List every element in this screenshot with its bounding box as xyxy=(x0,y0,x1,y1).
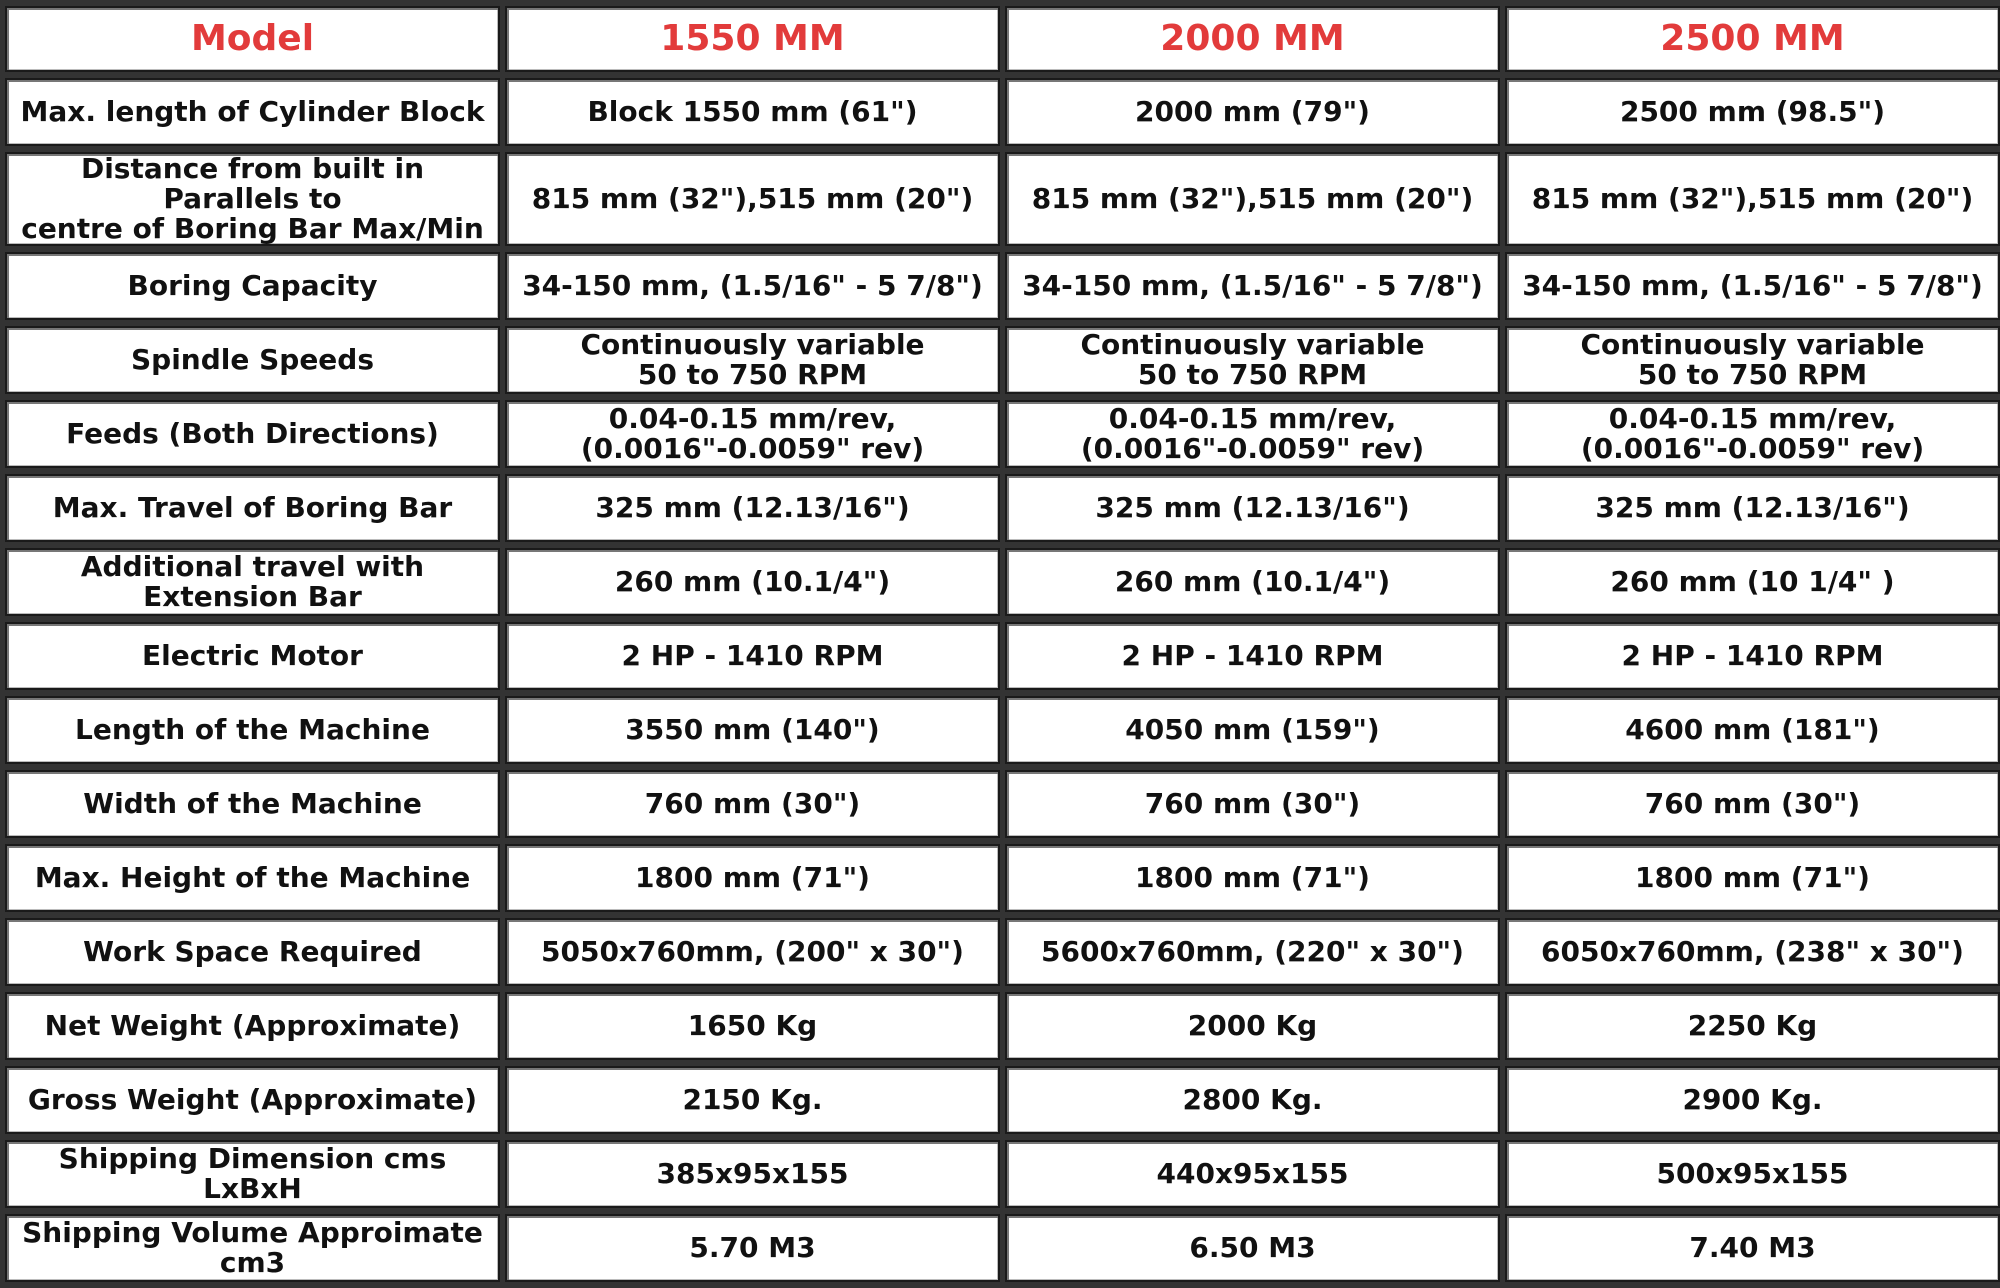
spec-label: Net Weight (Approximate) xyxy=(5,992,500,1060)
spec-label: Work Space Required xyxy=(5,918,500,986)
table-row xyxy=(5,252,2000,320)
header-1550mm: 1550 MM xyxy=(505,6,1000,72)
value-1550mm: 2 HP - 1410 RPM xyxy=(505,622,1000,690)
value-1550mm: 760 mm (30") xyxy=(505,770,1000,838)
header-2500mm: 2500 MM xyxy=(1505,6,2000,72)
table-row xyxy=(5,992,2000,1060)
value-2500mm: 4600 mm (181") xyxy=(1505,696,2000,764)
value-2000mm: 2000 Kg xyxy=(1005,992,1500,1060)
value-2500mm: 6050x760mm, (238" x 30") xyxy=(1505,918,2000,986)
value-1550mm: 5.70 M3 xyxy=(505,1214,1000,1282)
value-1550mm: 815 mm (32"),515 mm (20") xyxy=(505,152,1000,246)
spec-body xyxy=(5,78,2000,1282)
spec-label: Distance from built in Parallels to centre of Boring Bar Max/Min xyxy=(5,152,500,246)
table-row xyxy=(5,326,2000,394)
spec-label: Shipping Volume Approimate cm3 xyxy=(5,1214,500,1282)
value-2000mm: Continuously variable 50 to 750 RPM xyxy=(1005,326,1500,394)
value-1550mm: Continuously variable 50 to 750 RPM xyxy=(505,326,1000,394)
table-row xyxy=(5,1066,2000,1134)
table-row xyxy=(5,1214,2000,1282)
value-2500mm: 2500 mm (98.5") xyxy=(1505,78,2000,146)
table-row xyxy=(5,548,2000,616)
table-row xyxy=(5,844,2000,912)
spec-label: Length of the Machine xyxy=(5,696,500,764)
spec-label: Max. Height of the Machine xyxy=(5,844,500,912)
value-1550mm: 34-150 mm, (1.5/16" - 5 7/8") xyxy=(505,252,1000,320)
value-2000mm: 2 HP - 1410 RPM xyxy=(1005,622,1500,690)
table-row xyxy=(5,918,2000,986)
spec-label: Width of the Machine xyxy=(5,770,500,838)
value-2000mm: 0.04-0.15 mm/rev, (0.0016"-0.0059" rev) xyxy=(1005,400,1500,468)
value-2000mm: 760 mm (30") xyxy=(1005,770,1500,838)
value-2000mm: 1800 mm (71") xyxy=(1005,844,1500,912)
value-2500mm: 34-150 mm, (1.5/16" - 5 7/8") xyxy=(1505,252,2000,320)
spec-label: Gross Weight (Approximate) xyxy=(5,1066,500,1134)
table-row xyxy=(5,1140,2000,1208)
value-1550mm: 2150 Kg. xyxy=(505,1066,1000,1134)
header-2000mm: 2000 MM xyxy=(1005,6,1500,72)
value-2500mm: 0.04-0.15 mm/rev, (0.0016"-0.0059" rev) xyxy=(1505,400,2000,468)
value-2500mm: 260 mm (10 1/4" ) xyxy=(1505,548,2000,616)
value-1550mm: Block 1550 mm (61") xyxy=(505,78,1000,146)
value-1550mm: 1800 mm (71") xyxy=(505,844,1000,912)
spec-label: Max. Travel of Boring Bar xyxy=(5,474,500,542)
header-row xyxy=(5,6,2000,72)
spec-label: Spindle Speeds xyxy=(5,326,500,394)
value-1550mm: 325 mm (12.13/16") xyxy=(505,474,1000,542)
spec-label: Electric Motor xyxy=(5,622,500,690)
value-2000mm: 34-150 mm, (1.5/16" - 5 7/8") xyxy=(1005,252,1500,320)
value-2000mm: 5600x760mm, (220" x 30") xyxy=(1005,918,1500,986)
value-1550mm: 260 mm (10.1/4") xyxy=(505,548,1000,616)
value-1550mm: 1650 Kg xyxy=(505,992,1000,1060)
table-row xyxy=(5,474,2000,542)
value-1550mm: 5050x760mm, (200" x 30") xyxy=(505,918,1000,986)
value-2000mm: 6.50 M3 xyxy=(1005,1214,1500,1282)
value-2000mm: 4050 mm (159") xyxy=(1005,696,1500,764)
value-2000mm: 440x95x155 xyxy=(1005,1140,1500,1208)
value-2500mm: 325 mm (12.13/16") xyxy=(1505,474,2000,542)
value-2500mm: 2 HP - 1410 RPM xyxy=(1505,622,2000,690)
spec-label: Shipping Dimension cms LxBxH xyxy=(5,1140,500,1208)
header-model: Model xyxy=(5,6,500,72)
value-2500mm: 2900 Kg. xyxy=(1505,1066,2000,1134)
table-row xyxy=(5,78,2000,146)
value-2000mm: 815 mm (32"),515 mm (20") xyxy=(1005,152,1500,246)
table-row xyxy=(5,696,2000,764)
value-1550mm: 0.04-0.15 mm/rev, (0.0016"-0.0059" rev) xyxy=(505,400,1000,468)
table-row xyxy=(5,152,2000,246)
table-row xyxy=(5,622,2000,690)
value-2500mm: 500x95x155 xyxy=(1505,1140,2000,1208)
value-2000mm: 325 mm (12.13/16") xyxy=(1005,474,1500,542)
value-2000mm: 260 mm (10.1/4") xyxy=(1005,548,1500,616)
spec-label: Feeds (Both Directions) xyxy=(5,400,500,468)
value-2500mm: 2250 Kg xyxy=(1505,992,2000,1060)
value-1550mm: 3550 mm (140") xyxy=(505,696,1000,764)
value-2500mm: 1800 mm (71") xyxy=(1505,844,2000,912)
spec-label: Max. length of Cylinder Block xyxy=(5,78,500,146)
value-2500mm: Continuously variable 50 to 750 RPM xyxy=(1505,326,2000,394)
value-2500mm: 815 mm (32"),515 mm (20") xyxy=(1505,152,2000,246)
spec-label: Boring Capacity xyxy=(5,252,500,320)
spec-label: Additional travel with Extension Bar xyxy=(5,548,500,616)
value-2000mm: 2000 mm (79") xyxy=(1005,78,1500,146)
value-1550mm: 385x95x155 xyxy=(505,1140,1000,1208)
value-2500mm: 760 mm (30") xyxy=(1505,770,2000,838)
table-row xyxy=(5,400,2000,468)
value-2000mm: 2800 Kg. xyxy=(1005,1066,1500,1134)
table-row xyxy=(5,770,2000,838)
value-2500mm: 7.40 M3 xyxy=(1505,1214,2000,1282)
